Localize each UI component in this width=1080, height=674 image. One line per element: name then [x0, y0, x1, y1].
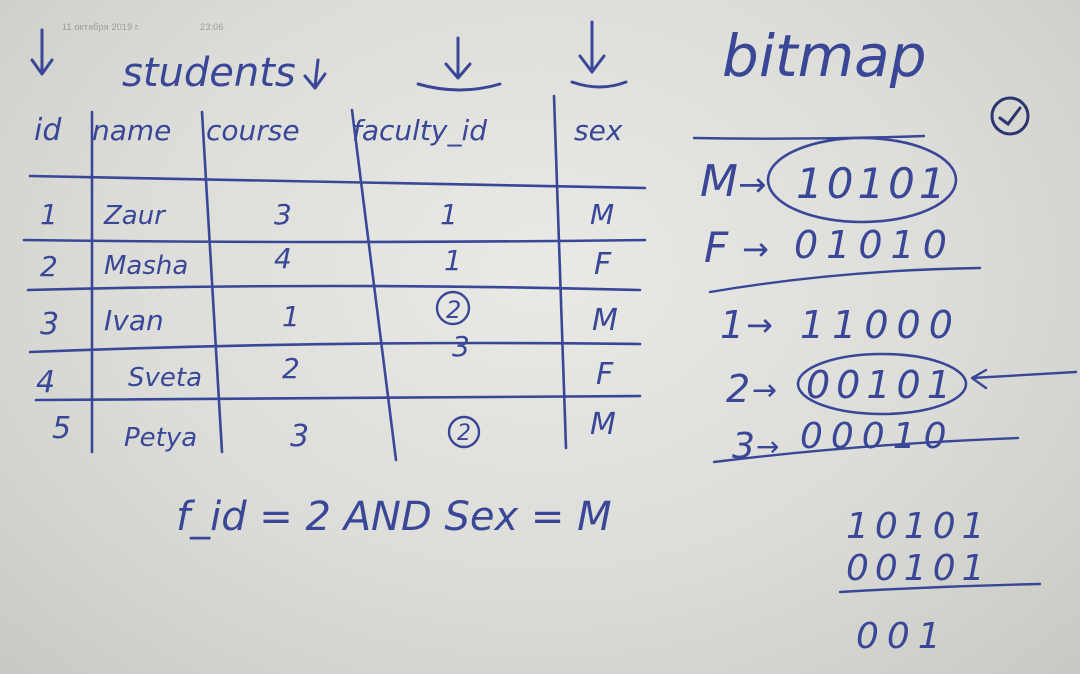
svg-text:→: → — [752, 373, 778, 408]
table-title: students — [122, 50, 296, 96]
svg-text:1: 1 — [440, 198, 458, 231]
svg-text:00010: 00010 — [800, 416, 955, 457]
svg-text:→: → — [742, 230, 769, 268]
svg-text:Ivan: Ivan — [104, 304, 164, 337]
svg-text:F: F — [704, 223, 729, 272]
svg-text:2: 2 — [446, 296, 462, 324]
svg-text:2: 2 — [282, 352, 300, 385]
svg-text:F: F — [594, 247, 612, 282]
svg-text:01010: 01010 — [794, 223, 955, 267]
svg-text:3: 3 — [40, 307, 60, 342]
bitmap-row-faculty — [732, 416, 955, 467]
svg-text:Petya: Petya — [124, 423, 198, 453]
svg-text:→: → — [756, 430, 780, 463]
table-row — [52, 407, 616, 454]
query-condition: f_id = 2 AND Sex = M — [176, 494, 612, 540]
arrow-down-icon — [305, 60, 325, 88]
svg-text:3: 3 — [732, 426, 755, 467]
bitmap-title: bitmap — [722, 22, 927, 90]
svg-text:00101: 00101 — [806, 363, 957, 407]
svg-text:M: M — [700, 156, 738, 207]
bitmap-row-sex — [700, 156, 950, 208]
svg-text:3: 3 — [274, 198, 292, 231]
svg-text:Zaur: Zaur — [104, 201, 165, 231]
svg-text:F: F — [596, 357, 614, 392]
column-header: faculty_id — [352, 114, 488, 147]
svg-text:11000: 11000 — [800, 303, 961, 347]
table-row — [40, 296, 618, 342]
arrow-down-icon — [572, 22, 626, 87]
column-header: id — [34, 113, 62, 148]
svg-text:1: 1 — [444, 244, 462, 277]
svg-text:2: 2 — [726, 367, 751, 411]
svg-text:10101: 10101 — [796, 159, 950, 208]
arrow-down-icon — [32, 30, 52, 74]
svg-text:M: M — [590, 198, 615, 231]
pointer-arrow — [972, 370, 1076, 388]
svg-text:M: M — [590, 407, 616, 442]
bitmap-row-faculty — [726, 363, 957, 411]
svg-text:3: 3 — [290, 419, 310, 454]
table-row — [40, 198, 614, 231]
and-result: 001 — [856, 616, 949, 657]
timestamp-date: 11 октября 2019 г. — [62, 22, 141, 32]
svg-text:→: → — [738, 165, 767, 205]
svg-text:Masha: Masha — [104, 251, 189, 281]
column-header: name — [92, 114, 172, 147]
arrow-down-icon — [418, 38, 500, 90]
svg-text:2: 2 — [40, 250, 58, 283]
svg-text:3: 3 — [452, 330, 470, 363]
bitmap-row-sex — [704, 223, 955, 272]
column-header: sex — [574, 114, 623, 147]
table-row — [40, 242, 612, 283]
svg-text:4: 4 — [274, 242, 292, 275]
svg-text:Sveta: Sveta — [128, 363, 203, 393]
and-operand-1: 10101 — [846, 506, 991, 547]
circled-check-icon — [992, 98, 1028, 134]
and-operand-2: 00101 — [846, 548, 991, 589]
timestamp-time: 23:06 — [200, 22, 224, 32]
svg-text:2: 2 — [457, 421, 471, 446]
bitmap-row-faculty — [720, 303, 961, 347]
svg-text:1: 1 — [720, 303, 745, 347]
svg-text:1: 1 — [282, 300, 300, 333]
svg-text:1: 1 — [40, 198, 58, 231]
column-header: course — [206, 114, 300, 147]
svg-text:5: 5 — [52, 411, 72, 446]
svg-text:→: → — [746, 306, 773, 344]
svg-text:4: 4 — [36, 365, 56, 400]
table-row — [36, 330, 614, 400]
svg-text:M: M — [592, 303, 618, 338]
